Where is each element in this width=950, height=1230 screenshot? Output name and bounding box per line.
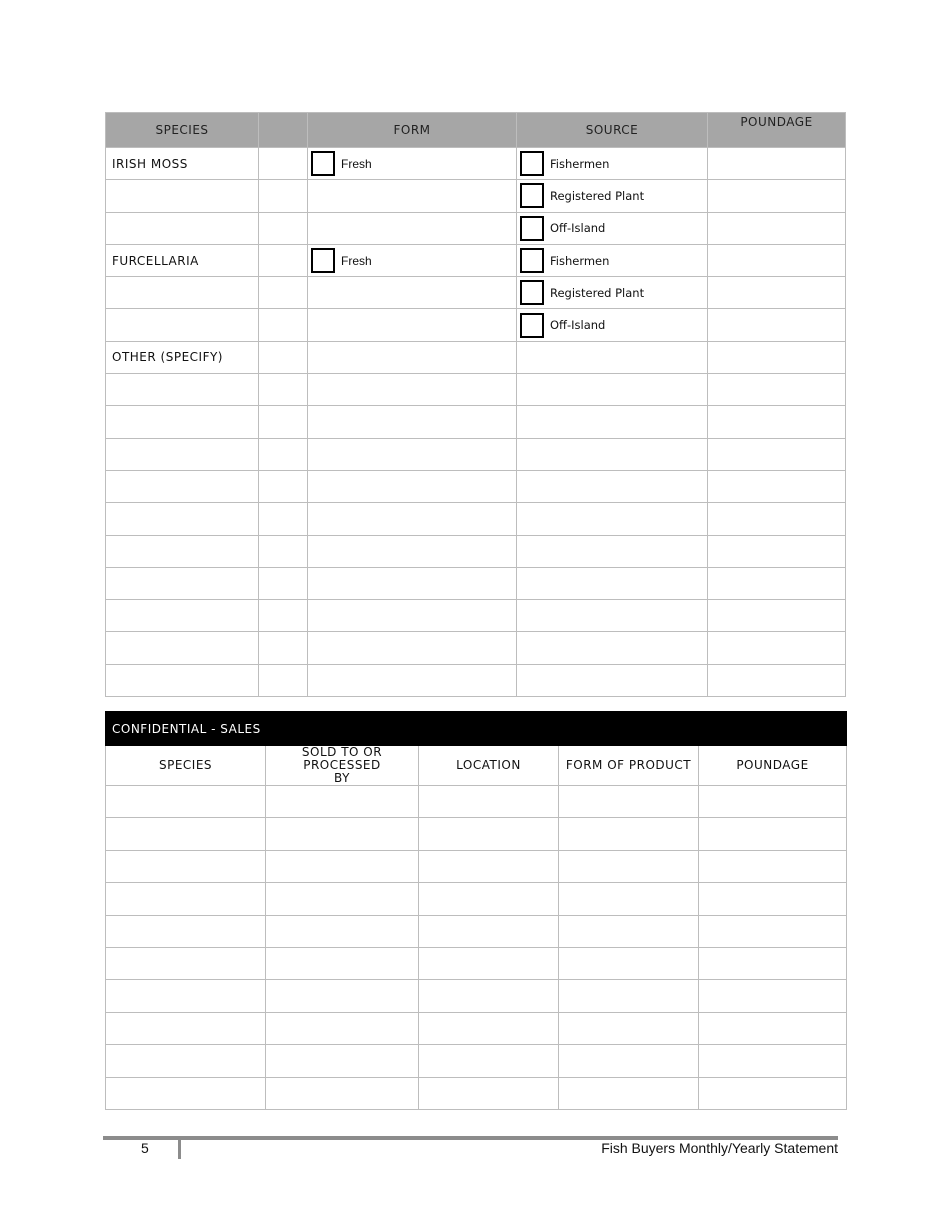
poundage-cell[interactable]: [708, 341, 846, 373]
source-checkbox[interactable]: [520, 216, 544, 241]
source-cell: [517, 309, 708, 341]
sold-to-cell[interactable]: [266, 818, 419, 850]
blank-cell[interactable]: [259, 535, 308, 567]
form-cell[interactable]: [308, 567, 517, 599]
form-of-product-cell[interactable]: [559, 915, 699, 947]
species-cell[interactable]: [106, 1045, 266, 1077]
document-title: Fish Buyers Monthly/Yearly Statement: [601, 1140, 838, 1156]
header-source: SOURCE: [517, 113, 708, 148]
sales-header-1: SOLD TO OR PROCESSED BY: [266, 746, 419, 786]
blank-cell[interactable]: [259, 212, 308, 244]
form-label: Fresh: [341, 253, 372, 268]
poundage-cell[interactable]: [708, 180, 846, 212]
blank-cell[interactable]: [259, 148, 308, 180]
poundage-cell[interactable]: [708, 438, 846, 470]
form-of-product-cell[interactable]: [559, 883, 699, 915]
species-cell[interactable]: [106, 664, 259, 696]
sales-table: [105, 711, 847, 1110]
poundage-cell[interactable]: [708, 470, 846, 502]
source-checkbox[interactable]: [520, 280, 544, 305]
poundage-cell[interactable]: [708, 664, 846, 696]
poundage-cell[interactable]: [708, 309, 846, 341]
form-cell[interactable]: [308, 309, 517, 341]
source-label: Registered Plant: [550, 285, 645, 300]
table-row: [106, 438, 846, 470]
sales-header-4: POUNDAGE: [699, 746, 847, 786]
sales-header-0: SPECIES: [106, 746, 266, 786]
source-checkbox[interactable]: [520, 183, 544, 208]
blank-cell[interactable]: [259, 309, 308, 341]
poundage-cell[interactable]: [708, 212, 846, 244]
table-row: [106, 212, 846, 244]
source-option[interactable]: [517, 309, 707, 340]
purchases-table: [105, 112, 846, 697]
sold-to-cell[interactable]: [266, 947, 419, 979]
blank-cell[interactable]: [259, 600, 308, 632]
location-cell[interactable]: [419, 850, 559, 882]
source-cell[interactable]: [517, 567, 708, 599]
table-row: [106, 883, 847, 915]
form-cell[interactable]: [308, 374, 517, 406]
species-cell[interactable]: [106, 818, 266, 850]
poundage-cell[interactable]: [699, 980, 847, 1012]
poundage-cell[interactable]: [699, 850, 847, 882]
sold-to-cell[interactable]: [266, 980, 419, 1012]
table-row: [106, 277, 846, 309]
poundage-cell[interactable]: [708, 632, 846, 664]
table-row: [106, 600, 846, 632]
blank-cell[interactable]: [259, 406, 308, 438]
species-cell[interactable]: [106, 786, 266, 818]
species-cell[interactable]: [106, 883, 266, 915]
table-row: [106, 406, 846, 438]
source-checkbox[interactable]: [520, 313, 544, 338]
location-cell[interactable]: [419, 915, 559, 947]
poundage-cell[interactable]: [699, 1077, 847, 1109]
species-cell[interactable]: [106, 947, 266, 979]
poundage-cell[interactable]: [708, 406, 846, 438]
page-number: 5: [141, 1140, 149, 1156]
form-of-product-cell[interactable]: [559, 850, 699, 882]
header-poundage: POUNDAGE: [708, 113, 846, 148]
location-cell[interactable]: [419, 1077, 559, 1109]
poundage-cell[interactable]: [699, 1012, 847, 1044]
blank-cell[interactable]: [259, 341, 308, 373]
table-row: [106, 1045, 847, 1077]
source-option[interactable]: [517, 180, 707, 211]
location-cell[interactable]: [419, 1012, 559, 1044]
poundage-cell[interactable]: [708, 535, 846, 567]
poundage-cell[interactable]: [708, 503, 846, 535]
sold-to-cell[interactable]: [266, 850, 419, 882]
poundage-cell[interactable]: [708, 567, 846, 599]
form-cell[interactable]: [308, 503, 517, 535]
species-cell[interactable]: [106, 600, 259, 632]
table-row: [106, 786, 847, 818]
source-option[interactable]: [517, 245, 707, 276]
sold-to-cell[interactable]: [266, 786, 419, 818]
source-option[interactable]: [517, 148, 707, 179]
form-of-product-cell[interactable]: [559, 947, 699, 979]
source-label: Off-Island: [550, 318, 606, 333]
form-label: Fresh: [341, 156, 372, 171]
species-cell[interactable]: [106, 309, 259, 341]
species-cell[interactable]: [106, 1077, 266, 1109]
form-cell[interactable]: [308, 664, 517, 696]
form-cell[interactable]: [308, 212, 517, 244]
sales-header-row: [106, 746, 847, 786]
poundage-cell[interactable]: [699, 883, 847, 915]
form-of-product-cell[interactable]: [559, 980, 699, 1012]
form-cell[interactable]: [308, 632, 517, 664]
source-label: Fishermen: [550, 156, 610, 171]
blank-cell[interactable]: [259, 503, 308, 535]
blank-cell[interactable]: [259, 632, 308, 664]
table-row: [106, 1012, 847, 1044]
species-cell[interactable]: [106, 438, 259, 470]
blank-cell[interactable]: [259, 438, 308, 470]
table-row: [106, 947, 847, 979]
source-option[interactable]: [517, 277, 707, 308]
source-cell[interactable]: [517, 374, 708, 406]
sold-to-cell[interactable]: [266, 1012, 419, 1044]
species-cell[interactable]: FURCELLARIA: [106, 244, 259, 276]
table-row: [106, 818, 847, 850]
sales-title: CONFIDENTIAL - SALES: [106, 712, 847, 746]
location-cell[interactable]: [419, 980, 559, 1012]
sold-to-cell[interactable]: [266, 1077, 419, 1109]
blank-cell[interactable]: [259, 470, 308, 502]
table-row: [106, 915, 847, 947]
form-cell[interactable]: [308, 341, 517, 373]
table-row: [106, 341, 846, 373]
table-row: [106, 503, 846, 535]
form-cell[interactable]: [308, 277, 517, 309]
species-cell[interactable]: [106, 915, 266, 947]
source-option[interactable]: [517, 213, 707, 244]
poundage-cell[interactable]: [708, 277, 846, 309]
species-cell[interactable]: [106, 470, 259, 502]
source-cell[interactable]: [517, 632, 708, 664]
form-of-product-cell[interactable]: [559, 1012, 699, 1044]
form-cell[interactable]: [308, 406, 517, 438]
footer-separator: [178, 1140, 181, 1159]
blank-cell[interactable]: [259, 277, 308, 309]
source-cell[interactable]: [517, 503, 708, 535]
header-form: FORM: [308, 113, 517, 148]
source-label: Fishermen: [550, 253, 610, 268]
blank-cell[interactable]: [259, 180, 308, 212]
form-checkbox[interactable]: [311, 248, 335, 273]
form-cell[interactable]: [308, 535, 517, 567]
location-cell[interactable]: [419, 818, 559, 850]
form-cell[interactable]: [308, 470, 517, 502]
purchases-header-row: [106, 113, 846, 148]
table-row: [106, 535, 846, 567]
species-cell[interactable]: [106, 980, 266, 1012]
table-row: [106, 374, 846, 406]
species-cell[interactable]: OTHER (SPECIFY): [106, 341, 259, 373]
form-of-product-cell[interactable]: [559, 818, 699, 850]
blank-cell[interactable]: [259, 374, 308, 406]
poundage-cell[interactable]: [699, 818, 847, 850]
source-cell: [517, 148, 708, 180]
form-option[interactable]: [308, 148, 516, 179]
source-cell[interactable]: [517, 664, 708, 696]
table-row: [106, 850, 847, 882]
header-blank: [259, 113, 308, 148]
table-row: [106, 180, 846, 212]
source-cell[interactable]: [517, 438, 708, 470]
source-cell[interactable]: [517, 600, 708, 632]
form-checkbox[interactable]: [311, 151, 335, 176]
source-cell[interactable]: [517, 470, 708, 502]
source-label: Off-Island: [550, 221, 606, 236]
source-cell[interactable]: [517, 406, 708, 438]
species-cell[interactable]: [106, 535, 259, 567]
form-option[interactable]: [308, 245, 516, 276]
species-cell[interactable]: [106, 503, 259, 535]
location-cell[interactable]: [419, 1045, 559, 1077]
form-of-product-cell[interactable]: [559, 1045, 699, 1077]
form-of-product-cell[interactable]: [559, 1077, 699, 1109]
species-cell[interactable]: [106, 406, 259, 438]
species-cell[interactable]: [106, 180, 259, 212]
table-row: [106, 470, 846, 502]
location-cell[interactable]: [419, 883, 559, 915]
sales-header-3: FORM OF PRODUCT: [559, 746, 699, 786]
source-cell[interactable]: [517, 341, 708, 373]
form-of-product-cell[interactable]: [559, 786, 699, 818]
table-row: [106, 244, 846, 276]
species-cell[interactable]: [106, 1012, 266, 1044]
header-species: SPECIES: [106, 113, 259, 148]
source-cell: [517, 244, 708, 276]
table-row: [106, 664, 846, 696]
source-checkbox[interactable]: [520, 151, 544, 176]
species-cell[interactable]: [106, 850, 266, 882]
sold-to-cell[interactable]: [266, 883, 419, 915]
poundage-cell[interactable]: [708, 244, 846, 276]
poundage-cell[interactable]: [708, 148, 846, 180]
species-cell[interactable]: IRISH MOSS: [106, 148, 259, 180]
poundage-cell[interactable]: [699, 786, 847, 818]
species-cell[interactable]: [106, 212, 259, 244]
poundage-cell[interactable]: [699, 947, 847, 979]
poundage-cell[interactable]: [699, 915, 847, 947]
source-cell: [517, 277, 708, 309]
form-cell: [308, 244, 517, 276]
form-cell: [308, 148, 517, 180]
form-cell[interactable]: [308, 600, 517, 632]
species-cell[interactable]: [106, 374, 259, 406]
source-cell: [517, 180, 708, 212]
species-cell[interactable]: [106, 632, 259, 664]
poundage-cell[interactable]: [699, 1045, 847, 1077]
form-cell[interactable]: [308, 438, 517, 470]
location-cell[interactable]: [419, 786, 559, 818]
poundage-cell[interactable]: [708, 600, 846, 632]
sales-header-2: LOCATION: [419, 746, 559, 786]
source-cell[interactable]: [517, 535, 708, 567]
source-label: Registered Plant: [550, 188, 645, 203]
blank-cell[interactable]: [259, 664, 308, 696]
table-row: [106, 309, 846, 341]
table-row: [106, 567, 846, 599]
blank-cell[interactable]: [259, 567, 308, 599]
sold-to-cell[interactable]: [266, 1045, 419, 1077]
form-cell[interactable]: [308, 180, 517, 212]
blank-cell[interactable]: [259, 244, 308, 276]
table-row: [106, 980, 847, 1012]
source-cell: [517, 212, 708, 244]
species-cell[interactable]: [106, 567, 259, 599]
table-row: [106, 632, 846, 664]
sold-to-cell[interactable]: [266, 915, 419, 947]
table-row: [106, 1077, 847, 1109]
table-row: [106, 148, 846, 180]
species-cell[interactable]: [106, 277, 259, 309]
poundage-cell[interactable]: [708, 374, 846, 406]
location-cell[interactable]: [419, 947, 559, 979]
source-checkbox[interactable]: [520, 248, 544, 273]
